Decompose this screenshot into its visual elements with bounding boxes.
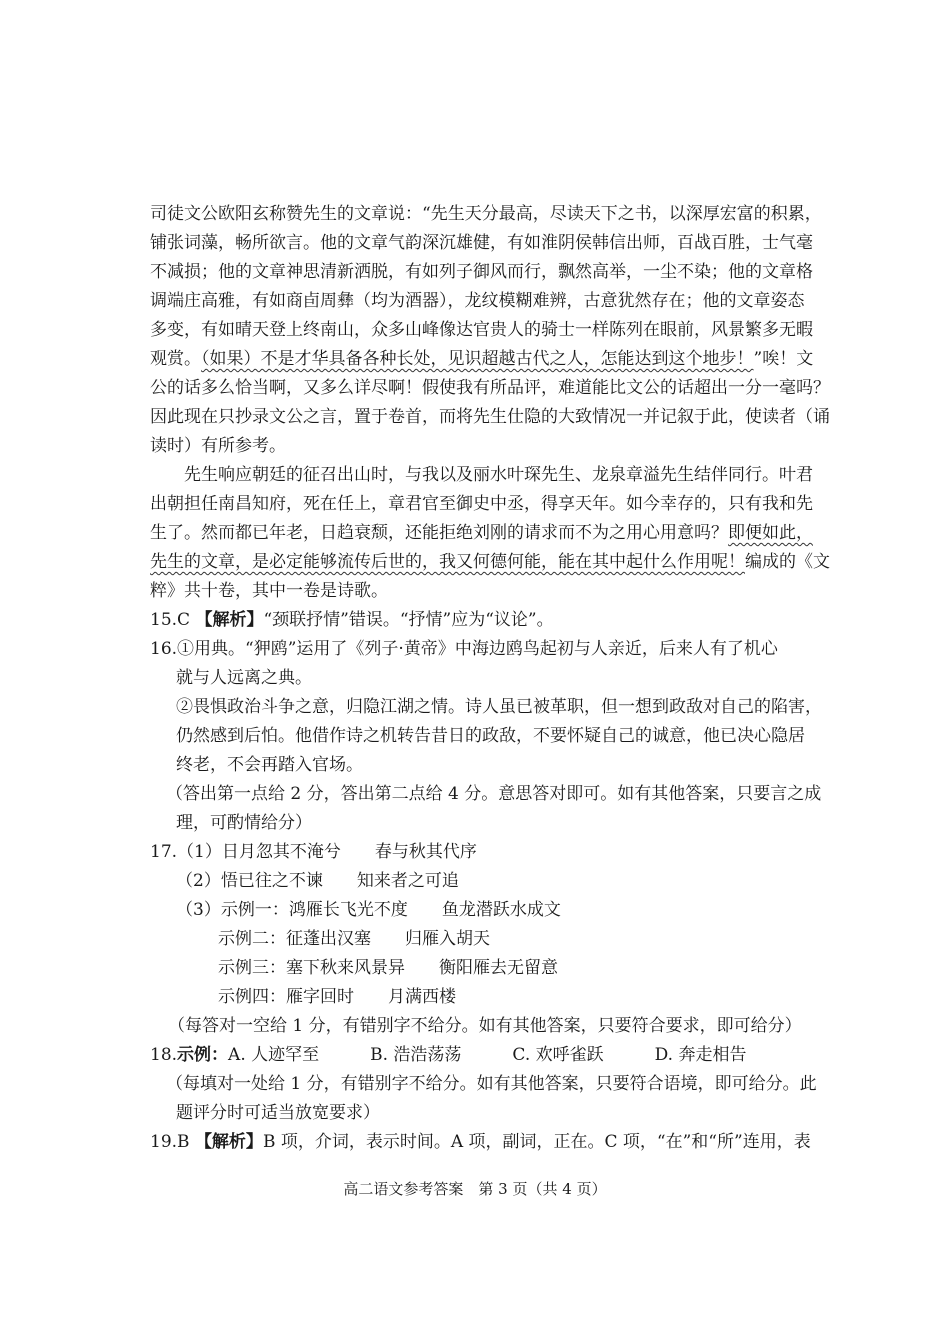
- passage-line: 铺张词藻，畅所欲言。他的文章气韵深沉雄健，有如淮阴侯韩信出师，百战百胜，士气毫: [150, 233, 813, 253]
- answer-17-line: （3）示例一：鸿雁长飞光不度 鱼龙潜跃水成文: [176, 900, 561, 920]
- passage-line: 司徒文公欧阳玄称赞先生的文章说：“先生天分最高，尽读天下之书，以深厚宏富的积累，: [150, 204, 822, 224]
- passage-line: [150, 345, 813, 373]
- answer-18: [150, 1041, 746, 1069]
- passage-line: 读时）有所参考。: [150, 436, 286, 456]
- question-number: 15.C: [150, 610, 196, 630]
- underlined-sentence: 先生的文章，是必定能够流传后世的，我又何德何能，能在其中起什么作用呢！: [150, 552, 745, 572]
- scoring-note: （每答对一空给 1 分，有错别字不给分。如有其他答案，只要符合要求，即可给分）: [168, 1016, 802, 1036]
- scoring-note: 理，可酌情给分）: [176, 813, 312, 833]
- underlined-sentence: 即便如此，: [728, 523, 813, 543]
- example-tag: 示例：: [177, 1045, 229, 1065]
- scoring-note: （答出第一点给 2 分，答出第二点给 4 分。意思答对即可。如有其他答案，只要言之成: [166, 784, 822, 804]
- answer-text: “颈联抒情”错误。“抒情”应为“议论”。: [263, 610, 554, 630]
- passage-text: 生了。然而都已年老，日趋衰颓，还能拒绝刘刚的请求而不为之用心用意吗？: [150, 523, 728, 543]
- passage-line: 因此现在只抄录文公之言，置于卷首，而将先生仕隐的大致情况一并记叙于此，使读者（诵: [150, 407, 830, 427]
- answer-17-line: （2）悟已往之不谏 知来者之可追: [176, 871, 459, 891]
- passage-line: 公的话多么恰当啊，又多么详尽啊！假使我有所品评，难道能比文公的话超出一分一毫吗？: [150, 378, 830, 398]
- answer-17-line: 17.（1）日月忽其不淹兮 春与秋其代序: [150, 842, 477, 862]
- passage-line: 先生响应朝廷的征召出山时，与我以及丽水叶琛先生、龙泉章溢先生结伴同行。叶君: [184, 465, 813, 485]
- answer-16-line: 就与人远离之典。: [176, 668, 312, 688]
- answer-16-line: 仍然感到后怕。他借作诗之机转告昔日的政敌，不要怀疑自己的诚意，他已决心隐居: [176, 726, 805, 746]
- passage-line: [150, 519, 813, 547]
- passage-line: [150, 548, 830, 576]
- underlined-sentence: （如果）不是才华具备各种长处，见识超越古代之人，怎能达到这个地步！: [201, 349, 754, 369]
- answer-17-line: 示例二：征蓬出汉塞 归雁入胡天: [218, 929, 490, 949]
- scoring-note: （每填对一处给 1 分，有错别字不给分。如有其他答案，只要符合语境，即可给分。此: [166, 1074, 817, 1094]
- passage-line: 不减损；他的文章神思清新洒脱，有如列子御风而行，飘然高举，一尘不染；他的文章格: [150, 262, 813, 282]
- passage-line: 粹》共十卷，其中一卷是诗歌。: [150, 581, 388, 601]
- passage-text: ”唉！文: [753, 349, 814, 369]
- answer-text: B 项，介词，表示时间。A 项，副词，正在。C 项，“在”和“所”连用，表: [262, 1132, 811, 1152]
- answer-17-line: 示例三：塞下秋来风景异 衡阳雁去无留意: [218, 958, 558, 978]
- answer-17-line: 示例四：雁字回时 月满西楼: [218, 987, 456, 1007]
- page-footer: 高二语文参考答案 第 3 页（共 4 页）: [343, 1180, 607, 1198]
- passage-text: 观赏。: [150, 349, 201, 369]
- passage-text: 编成的《文: [745, 552, 830, 572]
- passage-line: 调端庄高雅，有如商卣周彝（均为酒器），龙纹模糊难辨，古意犹然存在；他的文章姿态: [150, 291, 805, 311]
- answer-16-line: 16.①用典。“狎鸥”运用了《列子·黄帝》中海边鸥鸟起初与人亲近，后来人有了机心: [150, 639, 778, 659]
- answer-19: [150, 1128, 811, 1156]
- analysis-tag: 【解析】: [195, 610, 264, 630]
- question-number: 18.: [150, 1045, 178, 1065]
- answer-text: A. 人迹罕至 B. 浩浩荡荡 C. 欢呼雀跃 D. 奔走相告: [228, 1045, 747, 1065]
- answer-15: [150, 606, 554, 634]
- analysis-tag: 【解析】: [194, 1132, 263, 1152]
- answer-16-line: ②畏惧政治斗争之意，归隐江湖之情。诗人虽已被革职，但一想到政敌对自己的陷害，: [176, 697, 822, 717]
- passage-line: 多变，有如晴天登上终南山，众多山峰像达官贵人的骑士一样陈列在眼前，风景繁多无暇: [150, 320, 813, 340]
- answer-16-line: 终老，不会再踏入官场。: [176, 755, 363, 775]
- scoring-note: 题评分时可适当放宽要求）: [176, 1103, 380, 1123]
- question-number: 19.B: [150, 1132, 195, 1152]
- passage-line: 出朝担任南昌知府，死在任上，章君官至御史中丞，得享天年。如今幸存的，只有我和先: [150, 494, 813, 514]
